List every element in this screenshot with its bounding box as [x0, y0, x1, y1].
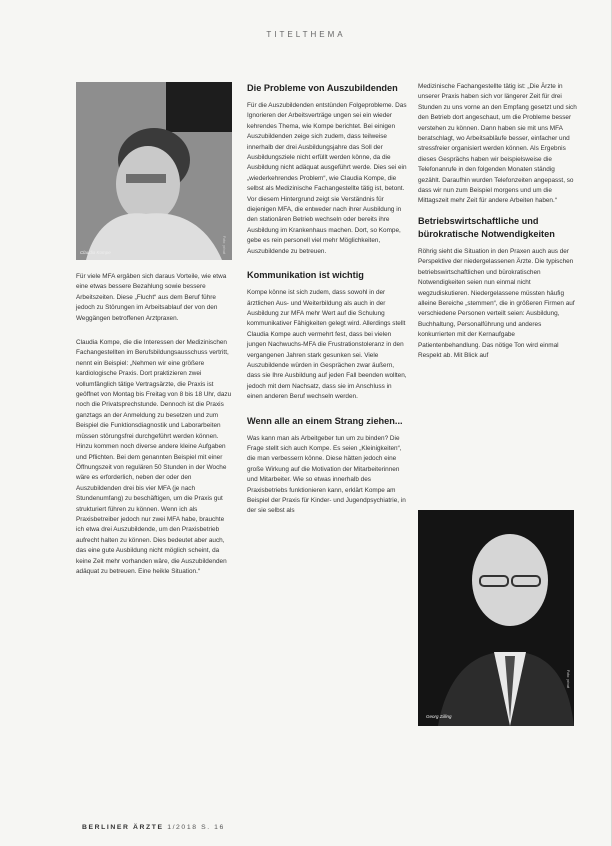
photo2-credit: Foto: privat — [566, 670, 570, 688]
photo2-caption: Georg Zilling — [426, 714, 452, 719]
footer-journal: BERLINER ÄRZTE — [82, 824, 164, 831]
heading-strang: Wenn alle an einem Strang ziehen... — [247, 415, 403, 426]
portrait-photo-zilling — [418, 510, 574, 726]
footer-issue: 1/2018 S. 16 — [167, 824, 225, 831]
portrait-photo-kompe — [76, 82, 232, 260]
col1-paragraph-2: Claudia Kompe, die die Interessen der Medizinischen Fachangestellten im Berufsbildungsausschuss vertritt, nennt ein Beispiel: „Nehmen wir eine größere kardiologische Praxis. Dort praktizieren zwei vollumfänglich tätige Vertragsärzte, die Praxis ist geöffnet von Montag bis Freitag von 8 bis 18 Uhr, dazu noch die Privatsprechstunde. Dennoch ist die Praxis ganztags an der Anmeldung zu besetzen und zum Beispiel die Funktionsdiagnostik und Laborarbeiten müssen störungsfrei durchgeführt werden können. Hinzu kommen noch diverse andere kleine Aufgaben und Pflichten. Bei dem genannten Beispiel mit einer Öffnungszeit von regulären 50 Stunden in der Woche wäre es erforderlich, neben der oder den Auszubildenden drei bis vier MFA (je nach Stundenumfang) zu beschäftigen, um die Praxis gut strukturiert führen zu können. Wenn ich als Praxisbetreiber jedoch nur zwei MFA habe, brauchte ich etwa drei Auszubildende, um den Praxisbetrieb aufrecht halten zu können. Dies bedeutet aber auch, das eine gute Ausbildung nicht möglich scheint, da keine Zeit mehr vorhanden wäre, die Auszubildenden adäquat zu betreuen. Eine heikle Situation.“ — [76, 339, 232, 575]
col3-paragraph-2: Röhrig sieht die Situation in den Praxen auch aus der Perspektive der niedergelassenen Ärzte. Die typischen betriebswirtschaftlichen und bürokratischen Notwendigkeiten seien nun einmal nicht wegzudiskutieren. Niedergelassene müssten häufig alleine Bereiche „stemmen“, die in größeren Firmen auf verschiedene Personen verteilt seien: Ausbildung, Buchhaltung, Personalführung und anderes konkurrierten mit der Kernaufgabe Patientenbehandlung. Das nötige Ton wird einmal Respekt ab. Mit Blick auf — [418, 247, 575, 359]
col2-paragraph-1: Für die Auszubildenden entstünden Folgeprobleme. Das Ignorieren der Arbeitsverträge ungen sei ein wieder kehrendes Thema, wie Kompe berichtet. Bei einigen Auszubildenden zeige sich zudem, dass teilweise innerhalb der drei Ausbildungsjahre das Soll der Ausbildungsziele nicht erfüllt werden könne, da die Ausbildung nicht adäquat ausgeführt werde. Dies sei ein „wiederkehrendes Problem“, wie Claudia Kompe, die selbst als Medizinische Fachangestellte tätig ist, betont. Vor diesem Hintergrund zeigt sie Verständnis für diejenigen MFA, die entweder nach ihrer Ausbildung in den stationären Betrieb wechseln oder bereits ihre Ausbildung im Krankenhaus machen. Dort, so Kompe, gebe es rein personell viel mehr Möglichkeiten, Auszubildende zu betreuen. — [247, 102, 407, 255]
photo1-caption: Claudia Kompe — [80, 250, 111, 255]
col3-paragraph-1: Medizinische Fachangestellte tätig ist: „Die Ärzte in unserer Praxis haben sich vor längerer Zeit für drei Stunden zu uns vorne an den Empfang gesetzt und sich den Betrieb dort angeschaut, um die Probleme besser verstehen zu können. Dann haben sie mit uns MFA beratschlagt, wo Arbeitsabläufe besser, einfacher und stressfreier organisiert werden können. Als Ergebnis dieses Gesprächs haben wir beispielsweise die Telefonanrufe in den folgenden Monaten ständig gezählt. Daraufhin wurden Telefonzeiten angepasst, so dass wir nun zum Beispiel morgens und um die Mittagszeit mehr Zeit für andere Arbeiten haben.“ — [418, 83, 577, 205]
column-3 — [418, 82, 578, 369]
col2-paragraph-2: Kompe könne ist sich zudem, dass sowohl in der ärztlichen Aus- und Weiterbildung als auch in der Ausbildung zur MFA mehr Wert auf die Schulung kommunikativer Fähigkeiten gelegt wird. Allerdings stellt Claudia Kompe auch vermehrt fest, dass bei vielen jungen Nachwuchs-MFA die Frustrationstoleranz in den vergangenen Jahren stark gesunken sei. Viele Auszubildende würden in Gesprächen zwar äußern, dass sie Ihre Ausbildung auf jeden Fall beenden wollten, jedoch mit dem Nachsatz, dass sie im Anschluss in einen anderen Beruf wechseln werden. — [247, 289, 407, 401]
column-1 — [76, 272, 234, 585]
heading-betriebswirtschaftliche: Betriebswirtschaftliche und bürokratische Notwendigkeiten — [418, 215, 555, 239]
col2-paragraph-3: Was kann man als Arbeitgeber tun um zu binden? Die Frage stellt sich auch Kompe. Es seien „Kleinigkeiten“, die man verbessern könne. Diese hätten jedoch eine große Wirkung auf die Motivation der Mitarbeiterinnen und Mitarbeiter. Wie so etwas innerhalb des Praxisbetriebs funktionieren kann, erklärt Kompe am Beispiel der Praxis für Kinder- und Jugendpsychiatrie, in der sie selbst als — [247, 434, 406, 515]
section-header: TITELTHEMA — [266, 30, 346, 39]
heading-probleme: Die Probleme von Auszubildenden — [247, 83, 398, 93]
column-2 — [247, 82, 407, 525]
heading-kommunikation: Kommunikation ist wichtig — [247, 270, 364, 281]
photo1-credit: Foto: privat — [222, 236, 226, 254]
page-footer — [82, 824, 225, 831]
portrait-zilling-image — [418, 510, 574, 726]
col1-paragraph-1: Für viele MFA ergäben sich daraus Vorteile, wie etwa eine etwas bessere Bezahlung sowie bessere Arbeitszeiten. Diese „Flucht“ aus dem Beruf führe jedoch zu Störungen im Arbeitsablauf der von den Weggängen betroffenen Arztpraxen. — [76, 273, 227, 322]
portrait-kompe-image — [76, 82, 232, 260]
